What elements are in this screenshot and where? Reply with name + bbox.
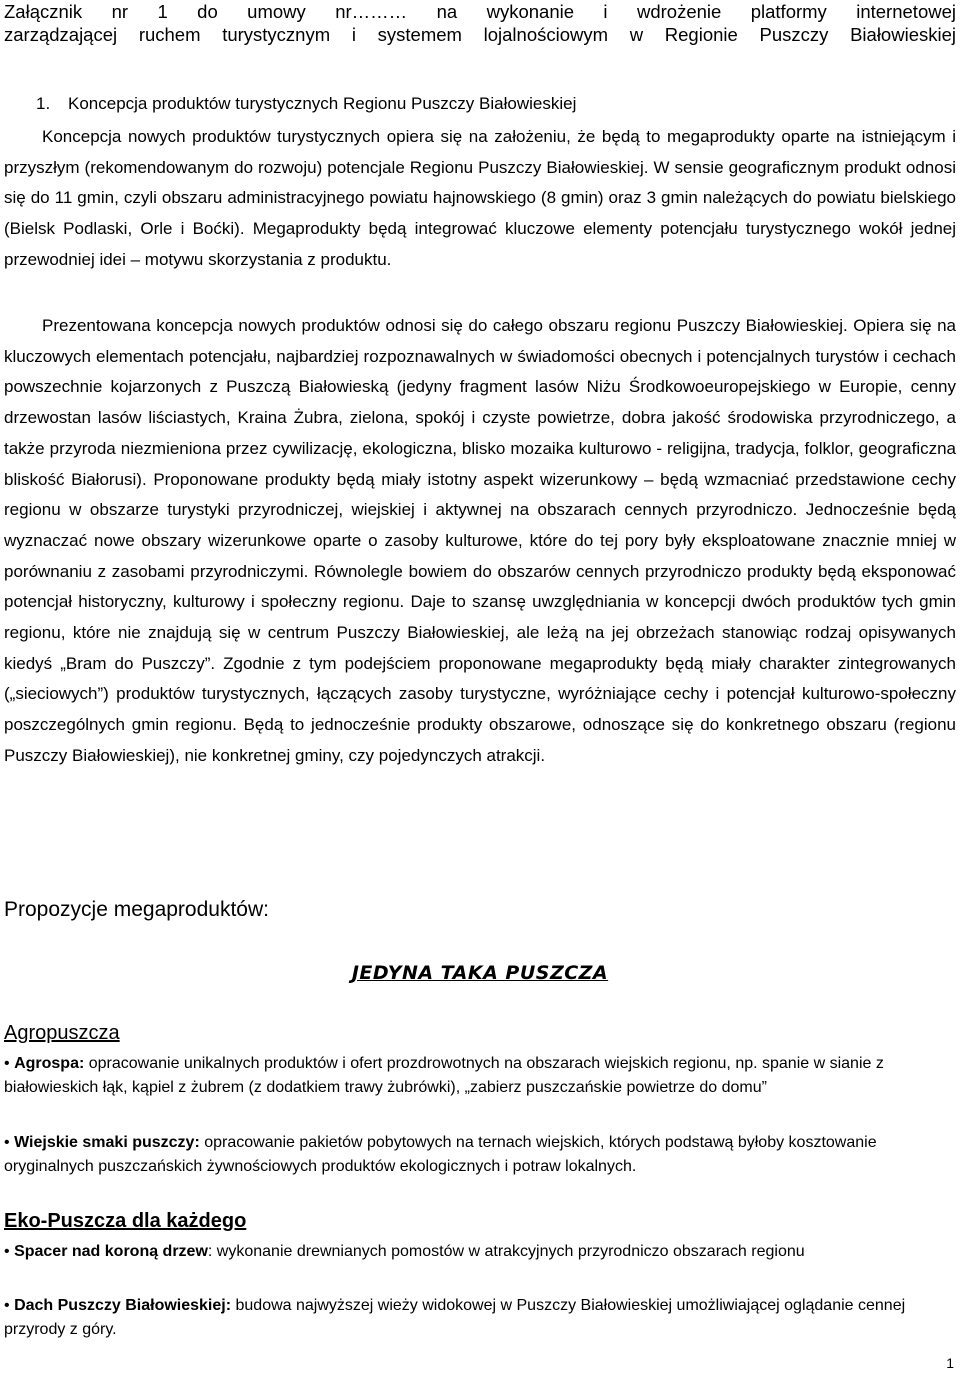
- list-item-text: opracowanie unikalnych produktów i ofert prozdrowotnych na obszarach wiejskich regionu, np. spanie w sianie z białowieskich łąk, kąpiel z żubrem (z dodatkiem trawy żubrówki), „zabierz puszczańskie powietrze do domu”: [4, 1055, 884, 1097]
- paragraph-2-text: Prezentowana koncepcja nowych produktów odnosi się do całego obszaru regionu Puszczy Białowieskiej. Opiera się na kluczowych elementach potencjału, najbardziej rozpoznawalnych w świadomości obecnych i potencjalnych turystów i cechach powszechnie kojarzonych z Puszczą Białowieską (jedyny fragment lasów Niżu Środkowoeuropejskiego w Europie, cenny drzewostan lasów liściastych, Kraina Żubra, zielona, spokój i czyste powietrze, dobra jakość środowiska przyrodniczego, a także przyroda niezmieniona przez cywilizację, ekologiczna, blisko mozaika kulturowo - religijna, tradycja, folklor, geograficzna bliskość Białorusi). Proponowane produkty będą miały istotny aspekt wizerunkowy – będą wzmacniać przedstawione cechy regionu w obszarze turystyki przyrodniczej, wiejskiej i aktywnej na obszarach cennych przyrodniczo. Jednocześnie będą wyznaczać nowe obszary wizerunkowe oparte o zasoby kulturowe, które do tej pory były eksploatowane znacznie mniej w porównaniu z zasobami przyrodniczymi. Równolegle bowiem do obszarów cennych przyrodniczo produkty będą eksponować potencjał historyczny, kulturowy i społeczny regionu. Daje to szansę uwzględniania w koncepcji dwóch produktów tych gmin regionu, które nie znajdują się w centrum Puszczy Białowieskiej, ale leżą na jej obrzeżach stanowiąc rodzaj opisywanych kiedyś „Bram do Puszczy”. Zgodnie z tym podejściem proponowane megaprodukty będą miały charakter zintegrowanych („sieciowych”) produktów turystycznych, łączących zasoby turystyczne, wyróżniające cechy i potencjał kulturowo-społeczny poszczególnych gmin regionu. Będą to jednocześnie produkty obszarowe, odnoszące się do konkretnego obszaru (regionu Puszczy Białowieskiej), nie konkretnej gminy, czy pojedynczych atrakcji.: [4, 316, 956, 765]
- bullet-icon: •: [4, 1134, 10, 1151]
- document-header: [4, 0, 956, 46]
- header-line-2: zarządzającej ruchem turystycznym i systemem lojalnościowym w Regionie Puszczy Białowieskiej: [4, 24, 956, 45]
- bullet-icon: •: [4, 1055, 10, 1072]
- bullet-icon: •: [4, 1297, 10, 1314]
- list-item-text: : wykonanie drewnianych pomostów w atrakcyjnych przyrodniczo obszarach regionu: [207, 1243, 805, 1260]
- page-number: 1: [946, 1355, 954, 1371]
- main-product-title: JEDYNA TAKA PUSZCZA: [351, 962, 609, 984]
- list-item-text: budowa najwyższej wieży widokowej w Puszczy Białowieskiej umożliwiającej oglądanie cennej przyrody z góry.: [4, 1297, 906, 1339]
- proposals-heading: Propozycje megaproduktów:: [4, 898, 269, 921]
- header-line-1: Załącznik nr 1 do umowy nr……… na wykonanie i wdrożenie platformy internetowej: [4, 1, 956, 22]
- section-title: [36, 92, 576, 116]
- section-number: 1.: [36, 94, 51, 113]
- list-item-wiejskie-smaki: [4, 1131, 924, 1180]
- bullet-icon: •: [4, 1243, 10, 1260]
- list-item-name: Spacer nad koroną drzew: [14, 1243, 208, 1260]
- group-title-agropuszcza: Agropuszcza: [4, 1022, 120, 1044]
- list-item-agrospa: [4, 1052, 924, 1101]
- list-item-name: Agrospa:: [14, 1055, 85, 1072]
- list-item-name: Wiejskie smaki puszczy:: [14, 1134, 200, 1151]
- paragraph-2: [4, 311, 956, 772]
- section-title-text: Koncepcja produktów turystycznych Regionu Puszczy Białowieskiej: [68, 94, 577, 113]
- paragraph-1-text: Koncepcja nowych produktów turystycznych opiera się na założeniu, że będą to megaprodukty oparte na istniejącym i przyszłym (rekomendowanym do rozwoju) potencjale Regionu Puszczy Białowieskiej. W sensie geograficznym produkt odnosi się do 11 gmin, czyli obszaru administracyjnego powiatu hajnowskiego (8 gmin) oraz 3 gmin należących do powiatu bielskiego (Bielsk Podlaski, Orle i Boćki). Megaprodukty będą integrować kluczowe elementy potencjału turystycznego wokół jednej przewodniej idei – motywu skorzystania z produktu.: [4, 127, 956, 269]
- list-item-dach-puszczy: [4, 1294, 924, 1343]
- list-item-spacer: [4, 1240, 924, 1264]
- list-item-name: Dach Puszczy Białowieskiej:: [14, 1297, 232, 1314]
- group-title-eko-puszcza: Eko-Puszcza dla każdego: [4, 1210, 247, 1232]
- paragraph-1: [4, 122, 956, 276]
- list-item-text: opracowanie pakietów pobytowych na ternach wiejskich, których podstawą byłoby kosztowanie oryginalnych puszczańskich żywnościowych produktów ekologicznych i potraw lokalnych.: [4, 1134, 877, 1176]
